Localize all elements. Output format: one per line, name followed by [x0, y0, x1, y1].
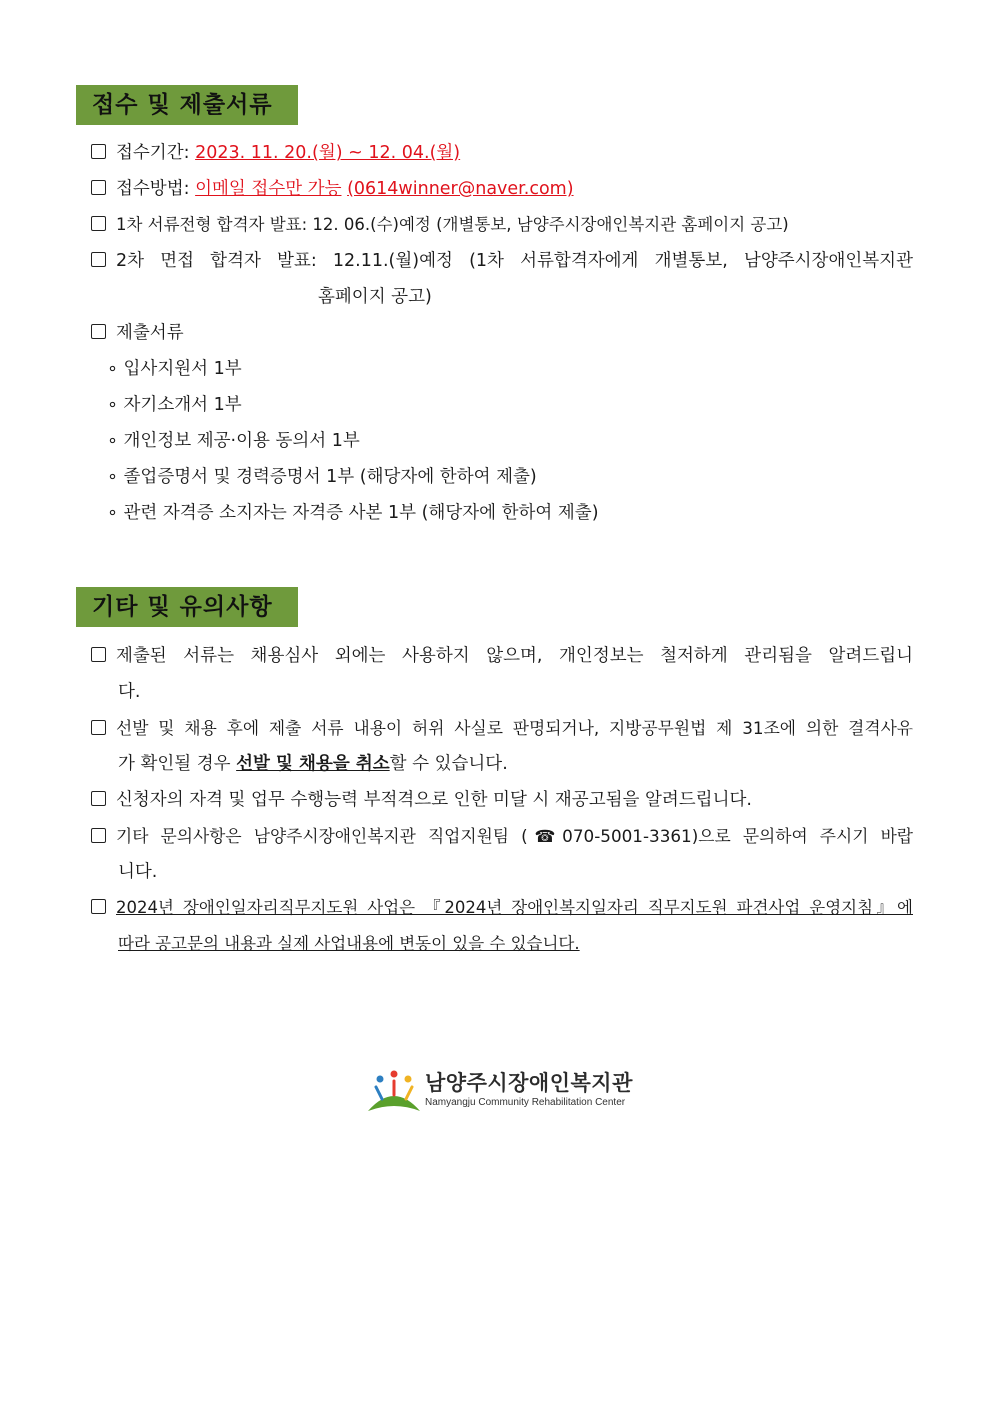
checkbox-icon: [91, 324, 106, 339]
checkbox-icon: [91, 899, 106, 914]
method-value: 이메일 접수만 가능: [195, 179, 342, 199]
second-round-row: [91, 249, 921, 273]
note-3: 신청자의 자격 및 업무 수행능력 부적격으로 인한 미달 시 재공고됨을 알려드립니다.: [91, 788, 752, 812]
documents-label: 제출서류: [116, 323, 184, 343]
note-2: 선발 및 채용 후에 제출 서류 내용이 허위 사실로 판명되거나, 지방공무원법 제 31조에 의한 결격사유: [91, 716, 921, 740]
second-round-text-1: 2차 면접 합격자 발표: 12.11.(월)예정 (1차 서류합격자에게 개별통보, 남양주시장애인복지관: [116, 251, 913, 271]
checkbox-icon: [91, 828, 106, 843]
first-round-row: [91, 213, 789, 237]
note-2-cont: 가 확인될 경우 선발 및 채용을 취소할 수 있습니다.: [118, 754, 508, 774]
logo-korean-name: 남양주시장애인복지관: [425, 1071, 633, 1095]
documents-row: [91, 321, 184, 345]
second-round-text-2: 홈페이지 공고): [318, 287, 432, 307]
period-label: 접수기간:: [116, 143, 190, 163]
method-row: [91, 177, 574, 201]
period-value: 2023. 11. 20.(월) ~ 12. 04.(월): [195, 143, 461, 163]
checkbox-icon: [91, 180, 106, 195]
note-1-cont: 다.: [118, 682, 141, 702]
note-4: 기타 문의사항은 남양주시장애인복지관 직업지원팀 (☎070-5001-3361)으로 문의하여 주시기 바랍: [91, 824, 921, 848]
note-5-cont: 따라 공고문의 내용과 실제 사업내용에 변동이 있을 수 있습니다.: [118, 934, 580, 953]
checkbox-icon: [91, 252, 106, 267]
checkbox-icon: [91, 647, 106, 662]
document-item: ∘ 자기소개서 1부: [107, 395, 242, 415]
note-5: 2024년 장애인일자리직무지도원 사업은 『2024년 장애인복지일자리 직무지도원 파견사업 운영지침』에: [91, 896, 921, 920]
checkbox-icon: [91, 791, 106, 806]
method-email-link[interactable]: (0614winner@naver.com): [347, 179, 574, 199]
checkbox-icon: [91, 144, 106, 159]
welfare-center-logo-icon: [366, 1067, 422, 1117]
section-header-notes: 기타 및 유의사항: [76, 587, 298, 627]
cancel-emphasis: 선발 및 채용을 취소: [236, 754, 390, 774]
first-round-text: 1차 서류전형 합격자 발표: 12. 06.(수)예정 (개별통보, 남양주시장애인복지관 홈페이지 공고): [116, 215, 789, 234]
document-item: ∘ 졸업증명서 및 경력증명서 1부 (해당자에 한하여 제출): [107, 467, 537, 487]
checkbox-icon: [91, 720, 106, 735]
method-label: 접수방법:: [116, 179, 190, 199]
section-header-submission: 접수 및 제출서류: [76, 85, 298, 125]
document-item: ∘ 개인정보 제공·이용 동의서 1부: [107, 431, 360, 451]
document-item: ∘ 입사지원서 1부: [107, 359, 242, 379]
logo-english-name: Namyangju Community Rehabilitation Center: [425, 1097, 626, 1108]
note-1: 제출된 서류는 채용심사 외에는 사용하지 않으며, 개인정보는 철저하게 관리됨을 알려드립니: [91, 644, 921, 668]
checkbox-icon: [91, 216, 106, 231]
period-row: [91, 141, 460, 165]
note-4-cont: 니다.: [118, 862, 158, 882]
document-item: ∘ 관련 자격증 소지자는 자격증 사본 1부 (해당자에 한하여 제출): [107, 503, 599, 523]
